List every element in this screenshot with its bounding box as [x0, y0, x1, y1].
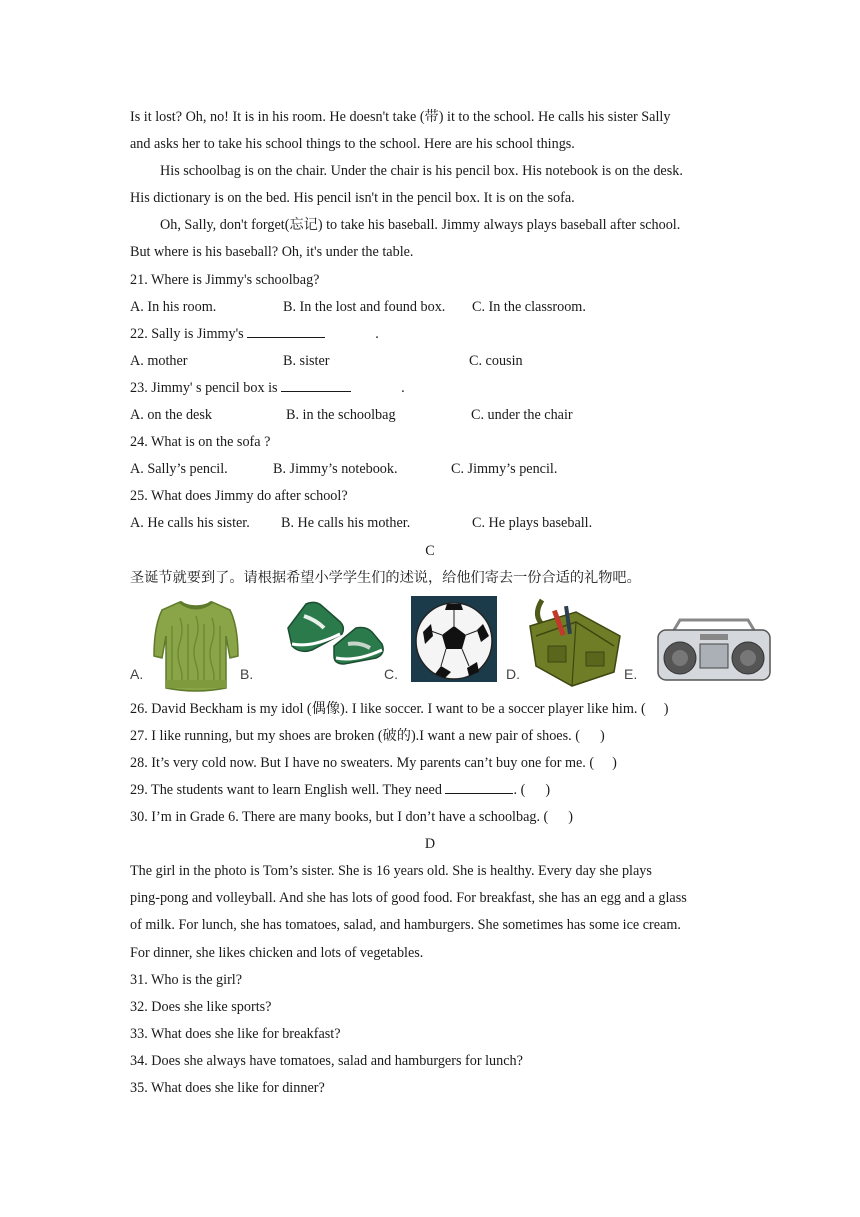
radio-image [654, 618, 774, 684]
question-23 [130, 375, 730, 402]
question-24: 24. What is on the sofa ? [130, 434, 271, 451]
item-27 [130, 723, 730, 750]
passage-line: For dinner, she likes chicken and lots of vegetables. [130, 944, 424, 961]
item-end: ) [612, 754, 617, 771]
worksheet-page [130, 104, 730, 1102]
question-end: . [401, 379, 405, 396]
question-text: 23. Jimmy' s pencil box is [130, 379, 278, 396]
option-c: C. under the chair [471, 407, 573, 424]
question-33: 33. What does she like for breakfast? [130, 1025, 341, 1042]
passage-line: The girl in the photo is Tom’s sister. She is 16 years old. She is healthy. Every day she plays [130, 863, 652, 880]
item-text: 30. I’m in Grade 6. There are many books, but I don’t have a schoolbag. ( [130, 809, 549, 826]
option-b: B. In the lost and found box. [283, 298, 446, 315]
option-c: C. He plays baseball. [472, 515, 593, 532]
picture-letter-e: E. [624, 665, 638, 682]
item-text: 29. The students want to learn English well. They need [130, 781, 442, 798]
item-28 [130, 750, 730, 777]
options-25 [130, 510, 730, 537]
option-b: B. He calls his mother. [281, 515, 411, 532]
question-35: 35. What does she like for dinner? [130, 1080, 325, 1096]
gift-pictures [130, 596, 730, 694]
picture-letter-a: A. [130, 665, 144, 682]
item-mid: . ( [513, 781, 526, 798]
option-a: A. Sally’s pencil. [130, 461, 228, 478]
option-b: B. Jimmy’s notebook. [273, 461, 398, 478]
item-text: 28. It’s very cold now. But I have no sweaters. My parents can’t buy one for me. ( [130, 754, 595, 771]
options-24 [130, 456, 730, 483]
item-29 [130, 777, 730, 804]
question-21: 21. Where is Jimmy's schoolbag? [130, 271, 320, 288]
option-c: C. In the classroom. [472, 298, 586, 315]
option-c: C. Jimmy’s pencil. [451, 461, 558, 478]
sweater-image [150, 596, 242, 692]
soccer-ball-image [411, 596, 497, 682]
item-30 [130, 804, 730, 831]
item-text: 27. I like running, but my shoes are broken (破的).I want a new pair of shoes. ( [130, 727, 580, 744]
question-text: 22. Sally is Jimmy's [130, 325, 244, 342]
option-a: A. In his room. [130, 298, 217, 315]
item-end: ) [545, 781, 551, 798]
passage-line: Oh, Sally, don't forget(忘记) to take his baseball. Jimmy always plays baseball after school. [160, 217, 681, 234]
section-heading-d: D [424, 836, 436, 853]
passage-line: His dictionary is on the bed. His pencil isn't in the pencil box. It is on the sofa. [130, 190, 575, 207]
option-b: B. sister [283, 352, 330, 369]
passage-line: and asks her to take his school things to the school. Here are his school things. [130, 136, 575, 153]
options-21 [130, 294, 730, 321]
option-c: C. cousin [469, 352, 523, 369]
passage-line: Is it lost? Oh, no! It is in his room. He doesn't take (带) it to the school. He calls his sister Sally [130, 109, 671, 125]
question-31: 31. Who is the girl? [130, 971, 243, 988]
item-26 [130, 696, 730, 723]
item-end: ) [663, 700, 669, 717]
item-end: ) [599, 727, 605, 744]
option-b: B. in the schoolbag [286, 407, 396, 424]
item-text: 26. David Beckham is my idol (偶像). I like soccer. I want to be a soccer player like him. ( [130, 700, 646, 717]
section-c-intro: 圣诞节就要到了。请根据希望小学学生们的述说，给他们寄去一份合适的礼物吧。 [130, 569, 641, 586]
question-34: 34. Does she always have tomatoes, salad and hamburgers for lunch? [130, 1052, 523, 1069]
passage-line: ping-pong and volleyball. And she has lots of good food. For breakfast, she has an egg and a glass [130, 890, 687, 907]
passage-line: His schoolbag is on the chair. Under the chair is his pencil box. His notebook is on the desk. [160, 163, 683, 180]
option-a: A. mother [130, 352, 188, 369]
passage-line: But where is his baseball? Oh, it's under the table. [130, 244, 414, 261]
answer-blank [445, 778, 513, 794]
option-a: A. He calls his sister. [130, 515, 250, 532]
answer-blank [281, 376, 351, 392]
question-32: 32. Does she like sports? [130, 998, 272, 1015]
item-end: ) [568, 809, 574, 826]
schoolbag-image [522, 596, 630, 688]
options-23 [130, 402, 730, 429]
picture-letter-d: D. [506, 665, 520, 682]
answer-blank [247, 322, 325, 338]
question-22 [130, 321, 730, 348]
option-a: A. on the desk [130, 407, 212, 424]
section-heading-c: C [425, 542, 435, 559]
picture-letter-c: C. [384, 665, 398, 682]
picture-letter-b: B. [240, 665, 254, 682]
options-22 [130, 348, 730, 375]
passage-line: of milk. For lunch, she has tomatoes, salad, and hamburgers. She sometimes has some ice cream. [130, 917, 681, 934]
sneakers-image [282, 598, 386, 668]
question-25: 25. What does Jimmy do after school? [130, 488, 348, 505]
question-end: . [375, 325, 379, 342]
